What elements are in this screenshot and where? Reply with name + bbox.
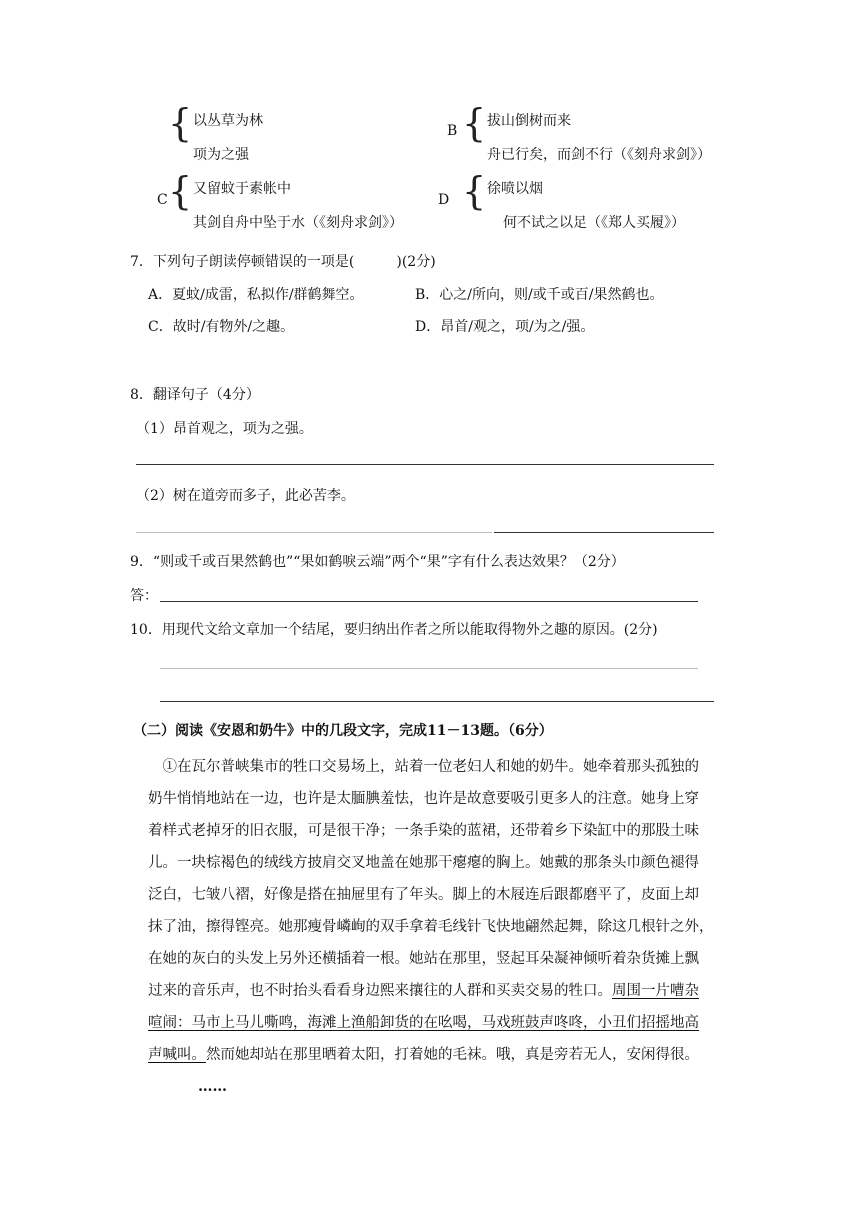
option-b-letter: B bbox=[447, 123, 458, 139]
passage-line: 在她的灰白的头发上另外还横插着一根。她站在那里，竖起耳朵凝神倾听着杂货摊上飘 bbox=[148, 951, 699, 967]
q10-answer-line-1[interactable] bbox=[160, 668, 698, 669]
passage bbox=[148, 751, 718, 1103]
passage-line: 着样式老掉牙的旧衣服，可是很干净；一条手染的蓝裙，还带着乡下染缸中的那股土味 bbox=[148, 823, 699, 839]
brace-a: { bbox=[168, 101, 193, 145]
q9-answer-label: 答： bbox=[130, 588, 158, 604]
q8-answer-line-2b[interactable] bbox=[494, 532, 714, 533]
q8-answer-line-1[interactable] bbox=[136, 464, 714, 465]
q8-sentence-2: （2）树在道旁而多子，此必苦李。 bbox=[136, 488, 355, 504]
q8-answer-line-2a[interactable] bbox=[136, 532, 492, 533]
passage-line: 声喊叫。然而她却站在那里晒着太阳，打着她的毛袜。哦，真是旁若无人，安闲得很。 bbox=[148, 1047, 699, 1063]
passage-line: 泛白，七皱八褶，好像是搭在抽屉里有了年头。脚上的木屐连后跟都磨平了，皮面上却 bbox=[148, 887, 699, 903]
passage-line: 奶牛悄悄地站在一边，也许是太腼腆羞怯，也许是故意要吸引更多人的注意。她身上穿 bbox=[148, 791, 699, 807]
q7-option-d: D．昂首/观之，项/为之/强。 bbox=[415, 319, 595, 335]
q9-stem: 9．“则或千或百果然鹤也”“果如鹤唳云端”两个“果”字有什么表达效果？（2分） bbox=[130, 554, 625, 570]
brace-b: { bbox=[462, 101, 487, 145]
option-a-line1: 以丛草为林 bbox=[193, 113, 263, 129]
q8-sentence-1: （1）昂首观之，项为之强。 bbox=[136, 421, 313, 437]
passage-line bbox=[148, 1007, 718, 1039]
q10-stem: 10．用现代文给文章加一个结尾，要归纳出作者之所以能取得物外之趣的原因。(2分) bbox=[130, 622, 658, 638]
option-c-line1: 又留蚊于素帐中 bbox=[193, 181, 291, 197]
option-c-line2: 其剑自舟中坠于水（《刻舟求剑》） bbox=[193, 215, 403, 231]
q7-stem: 7．下列句子朗读停顿错误的一项是( )(2分) bbox=[130, 254, 436, 270]
q8-stem: 8．翻译句子（4分） bbox=[130, 387, 260, 403]
brace-c: { bbox=[168, 169, 193, 213]
option-c-letter: C bbox=[157, 192, 168, 208]
brace-d: { bbox=[462, 169, 487, 213]
q7-option-a: A．夏蚊/成雷，私拟作/群鹤舞空。 bbox=[148, 287, 364, 303]
passage-ellipsis: …… bbox=[198, 1078, 227, 1095]
q10-answer-line-2[interactable] bbox=[160, 701, 714, 702]
passage-line: 抹了油，擦得铿亮。她那瘦骨嶙峋的双手拿着毛线针飞快地翩然起舞，除这几根针之外， bbox=[148, 919, 714, 935]
option-b-line2: 舟已行矣，而剑不行（《刻舟求剑》） bbox=[487, 147, 711, 163]
passage-line: 儿。一块棕褐色的绒线方披肩交叉地盖在她那干瘪瘪的胸上。她戴的那条头巾颜色褪得 bbox=[148, 855, 699, 871]
q7-option-c: C．故时/有物外/之趣。 bbox=[148, 319, 295, 335]
underlined-text: 喧闹：马市上马儿嘶鸣，海滩上渔船卸货的在吆喝，马戏班鼓声咚咚，小丑们招摇地高 bbox=[148, 1015, 699, 1031]
passage-line: 过来的音乐声，也不时抬头看看身边熙来攘往的人群和买卖交易的牲口。周围一片嘈杂 bbox=[148, 983, 699, 999]
option-b-line1: 拔山倒树而来 bbox=[487, 113, 571, 129]
underlined-text: 周围一片嘈杂 bbox=[612, 983, 699, 999]
option-d-line1: 徐喷以烟 bbox=[487, 181, 543, 197]
section2-heading: （二）阅读《安恩和奶牛》中的几段文字，完成11－13题。（6分） bbox=[133, 723, 553, 739]
passage-line: ①在瓦尔普峡集市的牲口交易场上，站着一位老妇人和她的奶牛。她牵着那头孤独的 bbox=[148, 759, 699, 775]
underlined-text: 声喊叫。 bbox=[148, 1047, 206, 1063]
option-d-line2: 何不试之以足（《郑人买履》） bbox=[503, 215, 685, 231]
option-d-letter: D bbox=[438, 192, 450, 208]
q7-option-b: B．心之/所向，则/或千或百/果然鹤也。 bbox=[415, 287, 664, 303]
option-a-line2: 项为之强 bbox=[193, 147, 249, 163]
q9-answer-line[interactable] bbox=[160, 601, 698, 602]
